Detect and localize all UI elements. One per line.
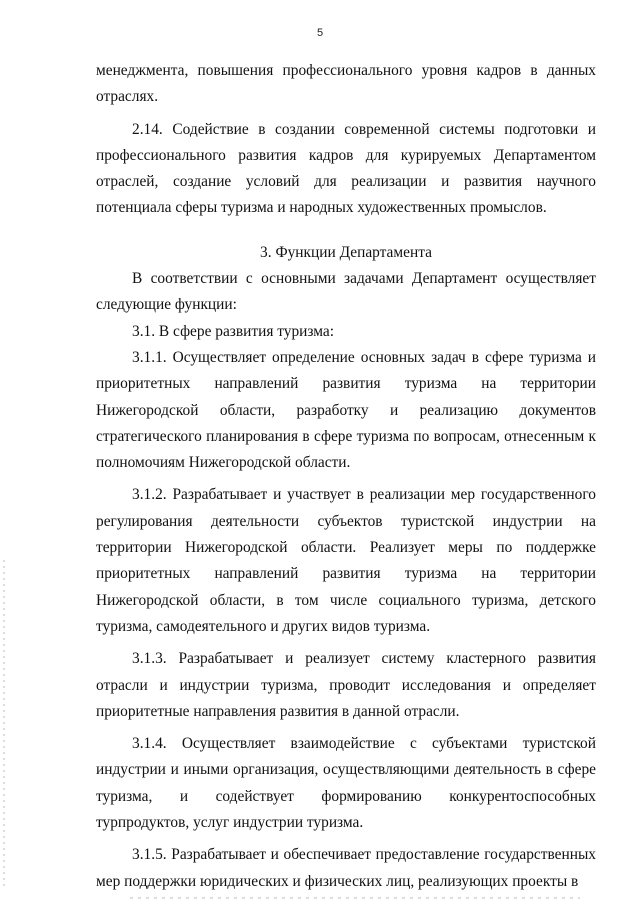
paragraph-3-1-3: 3.1.3. Разрабатывает и реализует систему кластерного развития отрасли и индустрии туризма, проводит исследования и определяет приоритетные направления развития в данной отрасли. [96,650,596,720]
section-heading: 3. Функции Департамента [260,243,432,261]
paragraph-continuation: менеджмента, повышения профессионального уровня кадров в данных отраслях. [96,62,596,106]
paragraph-3-1: 3.1. В сфере развития туризма: [132,322,334,340]
document-body [96,58,596,895]
page-number: 5 [316,27,324,39]
paragraph-3-1-2: 3.1.2. Разрабатывает и участвует в реализации мер государственного регулирования деятельности субъектов туристской индустрии на территории Нижегородской области. Реализует меры по поддержке приоритетных направлений развития туризма на территории Нижегородской области, в том числе социального туризма, детского туризма, самодеятельного и других видов туризма. [96,486,596,635]
scan-edge-marks [3,560,5,890]
paragraph-intro: В соответствии с основными задачами Департамент осуществляет следующие функции: [96,270,596,314]
paragraph-3-1-1: 3.1.1. Осуществляет определение основных задач в сфере туризма и приоритетных направлений развития туризма на территории Нижегородской области, разработку и реализацию документов стратегического планирования в сфере туризма по вопросам, отнесенным к полномочиям Нижегородской области. [96,348,596,472]
paragraph-2-14: 2.14. Содействие в создании современной системы подготовки и профессионального развития кадров для курируемых Департаментом отраслей, создание условий для реализации и развития научного потенциала сферы туризма и народных художественных промыслов. [96,120,596,217]
scan-bottom-marks [130,897,580,899]
paragraph-3-1-5: 3.1.5. Разрабатывает и обеспечивает предоставление государственных мер поддержки юридических и физических лиц, реализующих проекты в [96,846,596,890]
paragraph-3-1-4: 3.1.4. Осуществляет взаимодействие с субъектами туристской индустрии и иными организация, осуществляющими деятельность в сфере туризма, и содействует формированию конкурентоспособных турпродуктов, услуг индустрии туризма. [96,735,596,832]
